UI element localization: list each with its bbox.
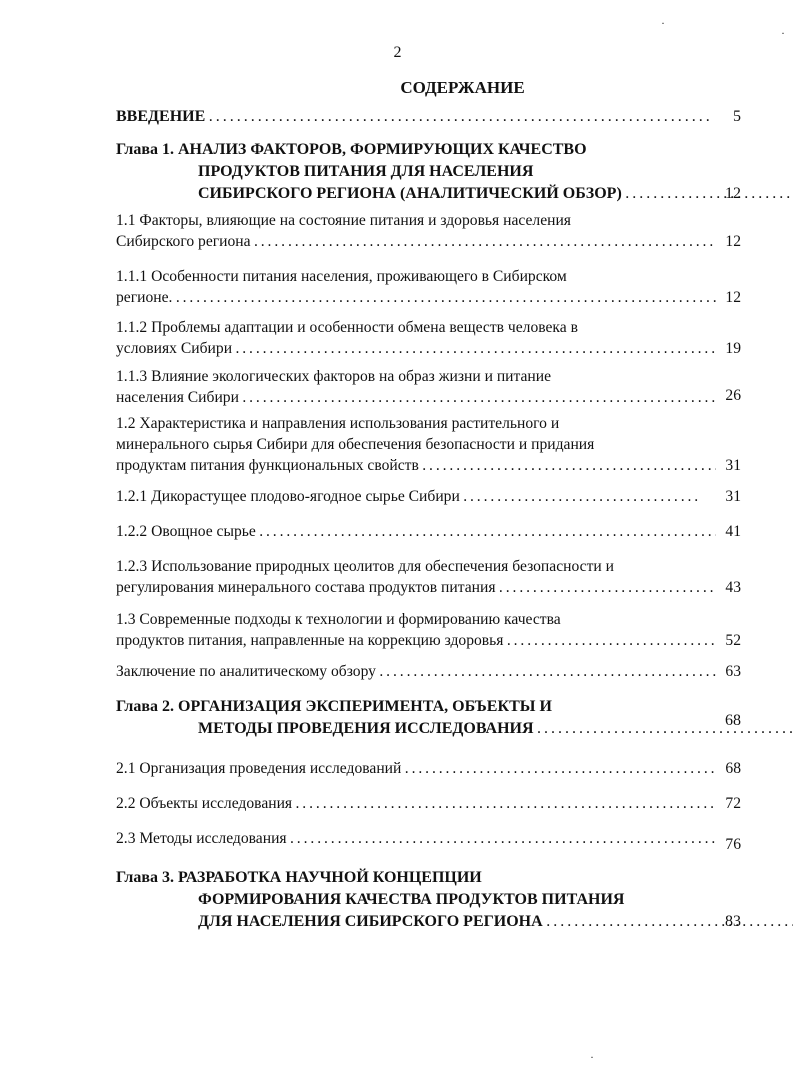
toc-line: СИБИРСКОГО РЕГИОНА (АНАЛИТИЧЕСКИЙ ОБЗОР) . . . (116, 183, 793, 205)
toc-line: 1.1.2 Проблемы адаптации и особенности обмена веществ человека в (116, 319, 578, 336)
toc-entry-chapter-1[interactable] (116, 139, 741, 205)
scan-speck: · (590, 1050, 594, 1064)
toc-line: 2.1 Организация проведения исследований . . . (116, 758, 716, 779)
toc-line: 1.1.1 Особенности питания населения, проживающего в Сибирском (116, 268, 567, 285)
toc-page: 68 (725, 760, 741, 777)
toc-line: 2.2 Объекты исследования . . . (116, 793, 716, 814)
toc-line: 1.1 Факторы, влияющие на состояние питания и здоровья населения (116, 212, 571, 229)
toc-page: 63 (725, 663, 741, 680)
toc-line: 1.2 Характеристика и направления использования растительного и (116, 415, 560, 432)
toc-page: 72 (725, 795, 741, 812)
toc-page: 19 (725, 340, 741, 357)
toc-page: 31 (725, 488, 741, 505)
toc-entry-1-3[interactable] (116, 609, 741, 651)
toc-entry-conclusion[interactable] (116, 661, 741, 682)
toc-entry-introduction[interactable] (116, 106, 741, 128)
toc-line: продуктам питания функциональных свойств . . . (116, 455, 716, 476)
toc-entry-2-3[interactable] (116, 828, 741, 853)
toc-entry-1-1-3[interactable] (116, 366, 741, 408)
toc-line: 1.2.3 Использование природных цеолитов для обеспечения безопасности и (116, 558, 614, 575)
toc-page: 12 (725, 185, 741, 202)
toc-page: 26 (725, 387, 741, 404)
toc-entry-2-1[interactable] (116, 758, 741, 779)
toc-page: 83 (725, 913, 741, 930)
toc-entry-1-1-2[interactable] (116, 317, 741, 359)
toc-line: условиях Сибири . . . (116, 338, 716, 359)
toc-entry-2-2[interactable] (116, 793, 741, 814)
toc-title: СОДЕРЖАНИЕ (400, 78, 525, 97)
toc-line: продуктов питания, направленные на коррекцию здоровья . . . (116, 630, 716, 651)
toc-line: МЕТОДЫ ПРОВЕДЕНИЯ ИССЛЕДОВАНИЯ . . . (116, 718, 793, 740)
toc-entry-1-2-3[interactable] (116, 556, 741, 598)
toc-line: Глава 1. АНАЛИЗ ФАКТОРОВ, ФОРМИРУЮЩИХ КАЧЕСТВО (116, 141, 587, 158)
toc-line: Сибирского региона . . . (116, 231, 716, 252)
toc-line: 2.3 Методы исследования . . . (116, 828, 716, 849)
toc-page: 12 (725, 233, 741, 250)
toc-line: ФОРМИРОВАНИЯ КАЧЕСТВА ПРОДУКТОВ ПИТАНИЯ (198, 891, 625, 908)
toc-line: Заключение по аналитическому обзору . . . (116, 661, 716, 682)
toc-line: Глава 3. РАЗРАБОТКА НАУЧНОЙ КОНЦЕПЦИИ (116, 869, 482, 886)
toc-entry-1-2-1[interactable] (116, 486, 741, 507)
toc-entry-chapter-3[interactable] (116, 867, 741, 933)
toc-entry-1-2-2[interactable] (116, 521, 741, 542)
toc-entry-1-1-1[interactable] (116, 266, 741, 308)
toc-line: 1.2.2 Овощное сырье . . . (116, 521, 716, 542)
toc-line: регулирования минерального состава продуктов питания . . . (116, 577, 716, 598)
toc-entry-1-2[interactable] (116, 413, 741, 476)
toc-line: населения Сибири . . . (116, 387, 716, 408)
toc-page: 68 (725, 712, 741, 729)
toc-page: 31 (725, 457, 741, 474)
toc-page: 12 (725, 289, 741, 306)
toc-page: 5 (733, 108, 741, 125)
scan-speck: · (781, 26, 785, 40)
toc-line: ПРОДУКТОВ ПИТАНИЯ ДЛЯ НАСЕЛЕНИЯ (198, 163, 534, 180)
toc-line: 1.1.3 Влияние экологических факторов на образ жизни и питание (116, 368, 552, 385)
scan-speck: · (661, 16, 665, 30)
toc-entry-chapter-2[interactable] (116, 696, 741, 740)
toc-page: 43 (725, 579, 741, 596)
toc-page: 52 (725, 632, 741, 649)
page-number: 2 (393, 44, 402, 61)
toc-line: минерального сырья Сибири для обеспечения безопасности и придания (116, 436, 595, 453)
toc-entry-1-1[interactable] (116, 210, 741, 252)
toc-line: Глава 2. ОРГАНИЗАЦИЯ ЭКСПЕРИМЕНТА, ОБЪЕКТЫ И (116, 698, 552, 715)
toc-line: ВВЕДЕНИЕ . . . (116, 106, 711, 128)
toc-line: 1.3 Современные подходы к технологии и формированию качества (116, 611, 561, 628)
toc-line: регионе. . . . (116, 287, 716, 308)
toc-page: 41 (725, 523, 741, 540)
toc-page: 76 (725, 836, 741, 853)
toc-line: 1.2.1 Дикорастущее плодово-ягодное сырье Сибири . . . (116, 486, 701, 507)
toc-line: ДЛЯ НАСЕЛЕНИЯ СИБИРСКОГО РЕГИОНА . . . (116, 911, 793, 933)
